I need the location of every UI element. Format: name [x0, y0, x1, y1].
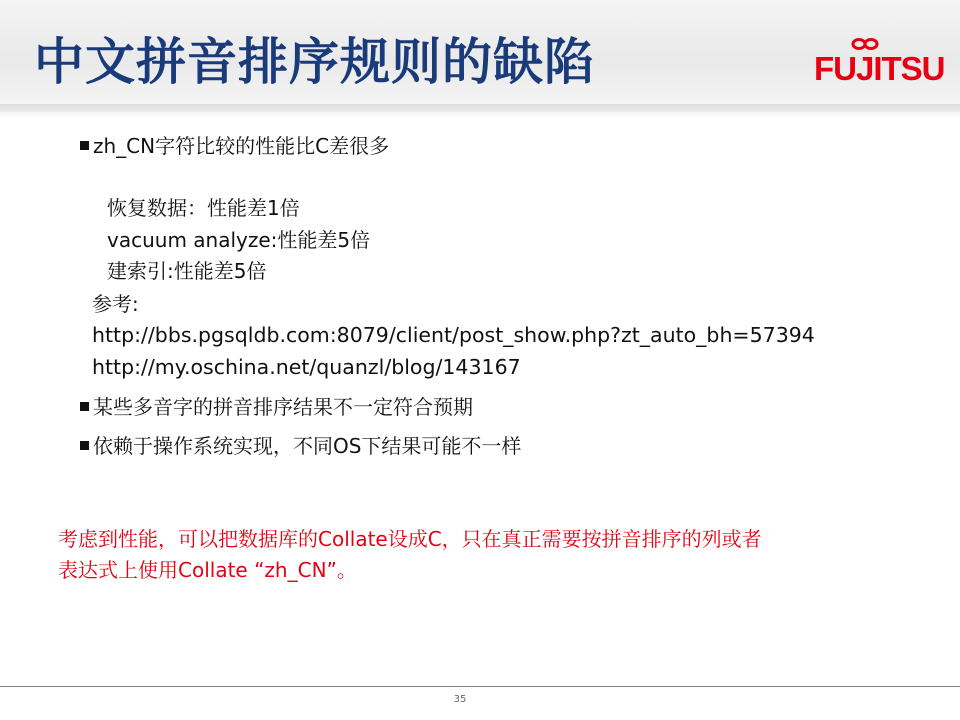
detail-line: 恢复数据：性能差1倍 — [107, 196, 300, 220]
detail-line: vacuum analyze:性能差5倍 — [107, 228, 371, 252]
bullet-item — [80, 392, 473, 422]
bullet-item — [80, 431, 521, 461]
bullet-item — [80, 131, 389, 161]
note-line: 考虑到性能，可以把数据库的Collate设成C，只在真正需要按拼音排序的列或者 — [58, 527, 762, 551]
detail-line: 建索引:性能差5倍 — [107, 259, 267, 283]
reference-link[interactable]: http://my.oschina.net/quanzl/blog/143167 — [92, 355, 521, 379]
reference-link[interactable]: http://bbs.pgsqldb.com:8079/client/post_show.php?zt_auto_bh=57394 — [92, 323, 815, 347]
bullet-text: 某些多音字的拼音排序结果不一定符合预期 — [93, 395, 473, 419]
note-line: 表达式上使用Collate “zh_CN”。 — [58, 558, 357, 582]
logo-text: FUJITSU — [814, 50, 945, 87]
page-number: 35 — [453, 694, 467, 705]
bullet-text: zh_CN字符比较的性能比C差很多 — [93, 134, 390, 158]
square-bullet-icon — [80, 441, 89, 450]
square-bullet-icon — [80, 141, 89, 150]
page-title: 中文拼音排序规则的缺陷 — [34, 33, 595, 91]
footer-divider — [0, 686, 960, 687]
bullet-text: 依赖于操作系统实现，不同OS下结果可能不一样 — [93, 434, 522, 458]
square-bullet-icon — [80, 402, 89, 411]
reference-label: 参考: — [92, 292, 139, 316]
